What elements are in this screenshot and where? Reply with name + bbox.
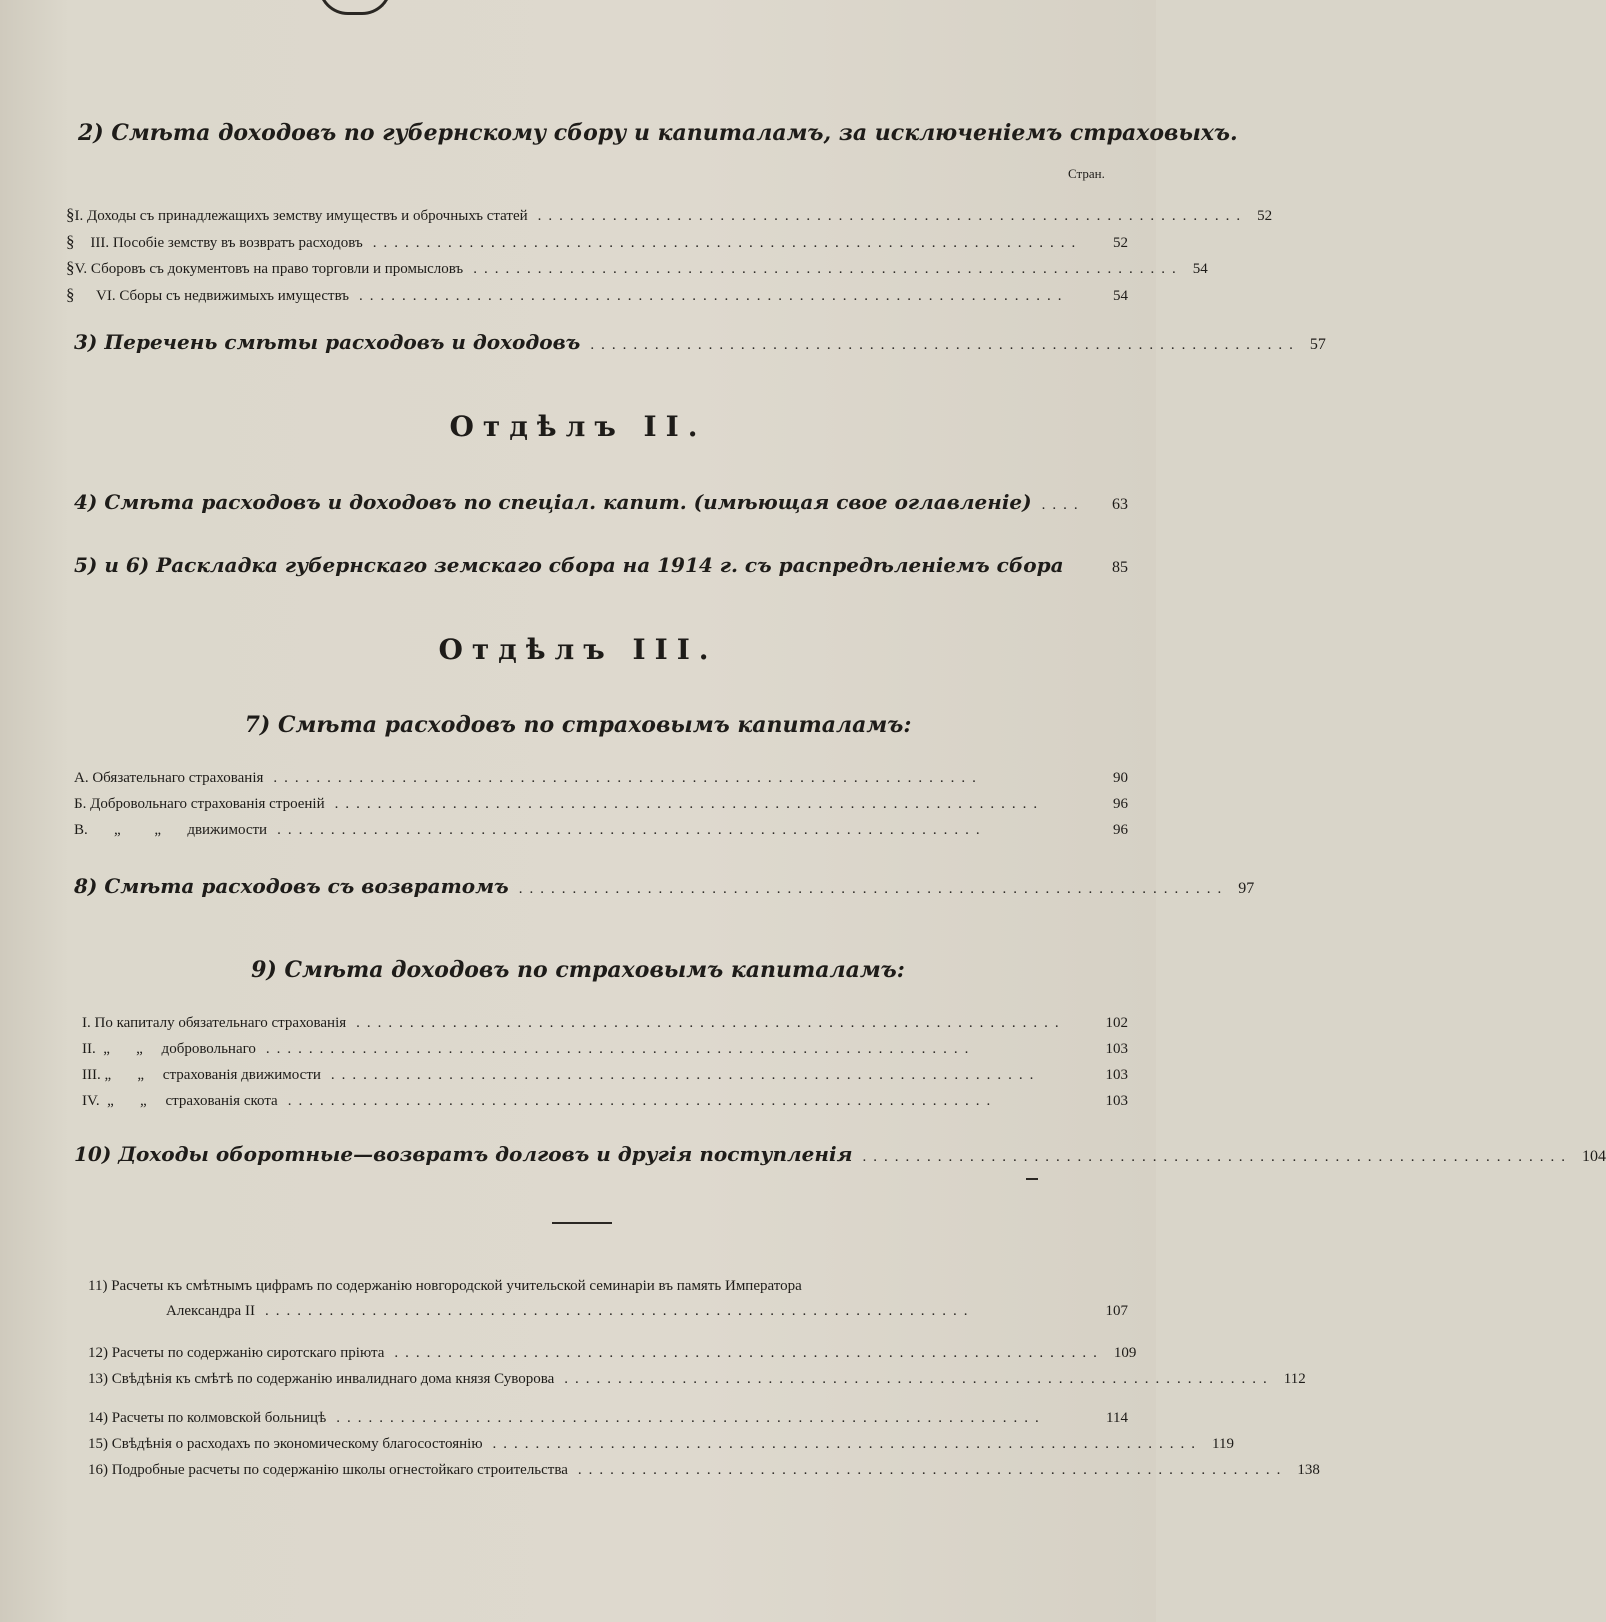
toc-entry-5 [74, 553, 1128, 577]
leader-dots: .................................................................. [330, 1067, 1041, 1083]
toc-page: 103 [1105, 1041, 1128, 1057]
toc-label: Б. Добровольнаго страхованія строеній [74, 796, 325, 812]
toc-page: 104 [1582, 1148, 1606, 1165]
toc-entry-11-line1 [88, 1278, 1128, 1295]
toc-label: VI. Сборы съ недвижимыхъ имуществъ [96, 288, 350, 304]
leader-dots: .................................................................. [537, 208, 1248, 224]
leader-dots: .................................................................. [564, 1371, 1274, 1387]
leader-dots: .................................................................. [265, 1041, 976, 1057]
toc-row [88, 1462, 1320, 1479]
section-heading-otdel-3: Отдѣлъ III. [438, 633, 718, 666]
toc-entry-4 [74, 490, 1128, 514]
leader-dots: .................................................................. [518, 881, 1229, 897]
toc-label: V. Сборовъ съ документовъ на право торговли и промысловъ [74, 261, 464, 277]
section-heading-otdel-2: Отдѣлъ II. [449, 410, 707, 443]
toc-page: 97 [1238, 880, 1255, 897]
leader-dots: .... [1041, 497, 1085, 513]
toc-label: 4) Смѣта расходовъ и доходовъ по спеціал. капит. (имѣющая свое оглавленіе) [74, 490, 1032, 514]
toc-page: 119 [1212, 1436, 1234, 1452]
divider-rule [552, 1222, 612, 1224]
toc-row [74, 796, 1128, 813]
toc-entry-8 [74, 874, 1255, 898]
stray-mark [1026, 1178, 1038, 1180]
leader-dots: .................................................................. [336, 1410, 1046, 1426]
toc-page: 102 [1105, 1015, 1128, 1031]
toc-page: 107 [1105, 1303, 1128, 1319]
toc-page: 103 [1105, 1093, 1128, 1109]
toc-row [66, 258, 1208, 278]
toc-row [88, 1345, 1137, 1362]
leader-dots: .................................................................. [394, 1345, 1104, 1361]
toc-page: 103 [1105, 1067, 1128, 1083]
toc-row [66, 232, 1128, 252]
toc-row [82, 1015, 1128, 1032]
page-column-label: Стран. [1068, 166, 1105, 181]
toc-label: III. „ „ страхованія движимости [82, 1067, 321, 1083]
leader-dots: .................................................................. [334, 796, 1045, 812]
toc-page: 96 [1113, 796, 1128, 812]
leader-dots: .................................................................. [492, 1436, 1203, 1452]
toc-entry-3 [74, 330, 1326, 354]
leader-dots: .................................................................. [356, 1015, 1066, 1031]
toc-page: 54 [1113, 288, 1128, 304]
toc-label: 8) Смѣта расходовъ съ возвратомъ [74, 874, 509, 898]
toc-page: 90 [1113, 770, 1128, 786]
toc-row [82, 1093, 1128, 1110]
leader-dots: .................................................................. [264, 1303, 975, 1319]
toc-page: 114 [1106, 1410, 1128, 1426]
toc-label: I. По капиталу обязательнаго страхованія [82, 1015, 347, 1031]
toc-label: III. Пособіе земству въ возвратъ расходовъ [90, 235, 363, 251]
toc-page: 52 [1113, 235, 1128, 251]
leader-dots: .................................................................. [277, 822, 987, 838]
toc-label: А. Обязательнаго страхованія [74, 770, 264, 786]
leader-dots: .................................................................. [862, 1149, 1572, 1165]
toc-label: 3) Перечень смѣты расходовъ и доходовъ [74, 330, 581, 354]
toc-page: 52 [1257, 208, 1273, 224]
toc-label: 12) Расчеты по содержанію сиротскаго пріюта [88, 1345, 385, 1361]
heading-2: 2) Смѣта доходовъ по губернскому сбору и капиталамъ, за исключеніемъ страховыхъ. [78, 120, 1238, 146]
toc-page: 112 [1283, 1371, 1306, 1387]
toc-page: 57 [1309, 336, 1326, 353]
section-sign: § [66, 232, 75, 251]
leader-dots: .................................................................. [372, 235, 1083, 251]
toc-label: I. Доходы съ принадлежащихъ земству имуществъ и оброчныхъ статей [74, 208, 528, 224]
leader-dots: .................................................................. [473, 261, 1183, 277]
toc-label: 14) Расчеты по колмовской больницѣ [88, 1410, 327, 1426]
toc-entry-11-line2 [88, 1303, 1128, 1320]
toc-page: 63 [1112, 496, 1128, 513]
toc-label: 11) Расчеты къ смѣтнымъ цифрамъ по содержанію новгородской учительской семинаріи въ память Императора [88, 1278, 802, 1294]
section-sign: § [66, 205, 75, 224]
leader-dots: .................................................................. [287, 1093, 998, 1109]
leader-dots: .................................................................. [590, 337, 1300, 353]
toc-row [88, 1410, 1128, 1427]
toc-row [82, 1041, 1128, 1058]
leader-dots: .................................................................. [577, 1462, 1288, 1478]
toc-label: II. „ „ добровольнаго [82, 1041, 256, 1057]
toc-row [74, 770, 1128, 787]
toc-row [74, 822, 1128, 839]
toc-row [82, 1067, 1128, 1084]
leader-dots: .................................................................. [273, 770, 983, 786]
heading-7: 7) Смѣта расходовъ по страховымъ капиталамъ: [244, 712, 912, 738]
toc-label: 13) Свѣдѣнія къ смѣтѣ по содержанію инвалиднаго дома князя Суворова [88, 1371, 555, 1387]
toc-row [66, 285, 1128, 305]
toc-row [88, 1436, 1234, 1453]
toc-row [88, 1371, 1306, 1388]
toc-label: Александра II [166, 1303, 255, 1319]
toc-page: 85 [1112, 559, 1128, 576]
binding-hole [318, 0, 392, 15]
toc-page: 138 [1297, 1462, 1320, 1478]
toc-page: 54 [1192, 261, 1208, 277]
section-sign: § [66, 285, 75, 304]
section-sign: § [66, 258, 75, 277]
toc-label: 10) Доходы оборотные—возвратъ долговъ и другія поступленія [74, 1142, 853, 1166]
toc-label: 16) Подробные расчеты по содержанію школы огнестойкаго строительства [88, 1462, 568, 1478]
heading-9: 9) Смѣта доходовъ по страховымъ капиталамъ: [251, 957, 905, 983]
toc-label: IV. „ „ страхованія скота [82, 1093, 278, 1109]
toc-label: 5) и 6) Раскладка губернскаго земскаго сбора на 1914 г. съ распредѣленіемъ сбора [74, 553, 1064, 577]
toc-page: 96 [1113, 822, 1128, 838]
toc-entry-10 [74, 1142, 1606, 1166]
toc-label: В. „ „ движимости [74, 822, 268, 838]
toc-label: 15) Свѣдѣнія о расходахъ по экономическому благосостоянію [88, 1436, 483, 1452]
toc-page: 109 [1113, 1345, 1137, 1361]
leader-dots: .................................................................. [359, 288, 1069, 304]
toc-row [66, 205, 1273, 225]
